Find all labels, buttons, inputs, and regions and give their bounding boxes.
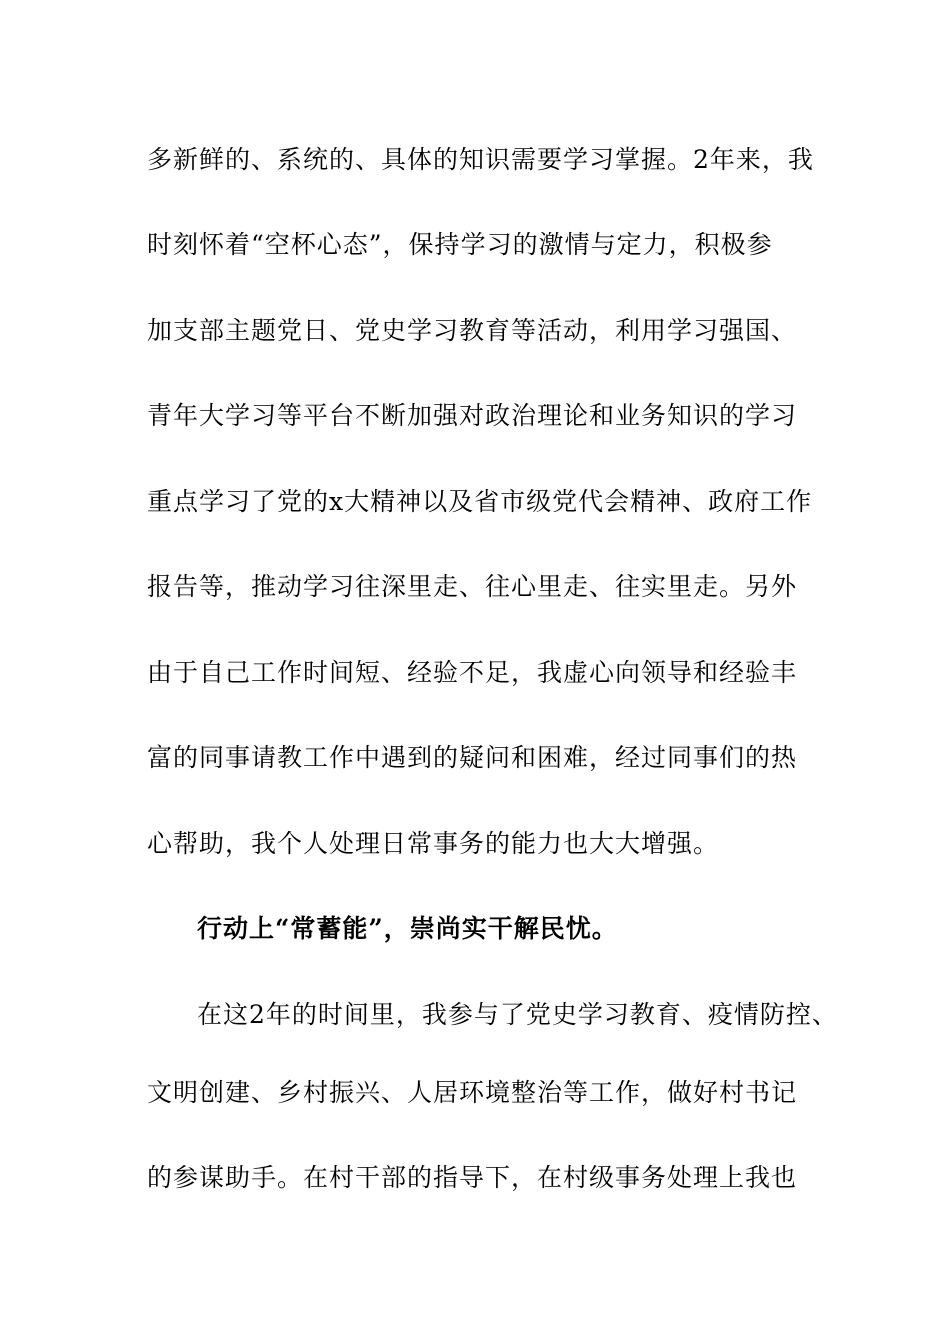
paragraph-1-line-9: 心帮助，我个人处理日常事务的能力也大大增强。 [147,829,720,858]
paragraph-1-line-2: 时刻怀着“空杯心态”，保持学习的激情与定力，积极参 [147,230,773,259]
section-heading: 行动上“常蓄能”，崇尚实干解民忧。 [197,914,618,943]
paragraph-1-line-8: 富的同事请教工作中遇到的疑问和困难，经过同事们的热 [147,743,798,772]
paragraph-1-line-3: 加支部主题党日、党史学习教育等活动，利用学习强国、 [147,316,798,345]
paragraph-1-line-6: 报告等，推动学习往深里走、往心里走、往实里走。另外 [147,572,798,601]
paragraph-1-line-5: 重点学习了党的x大精神以及省市级党代会精神、政府工作 [147,487,813,516]
paragraph-2-line-1: 在这2年的时间里，我参与了党史学习教育、疫情防控、 [197,1000,838,1029]
paragraph-2-line-2: 文明创建、乡村振兴、人居环境整治等工作，做好村书记 [147,1078,798,1107]
paragraph-1-line-1: 多新鲜的、系统的、具体的知识需要学习掌握。2年来，我 [147,145,814,174]
paragraph-1-line-7: 由于自己工作时间短、经验不足，我虚心向领导和经验丰 [147,658,798,687]
paragraph-2-line-3: 的参谋助手。在村干部的指导下，在村级事务处理上我也 [147,1163,798,1192]
paragraph-1-line-4: 青年大学习等平台不断加强对政治理论和业务知识的学习 [147,401,798,430]
